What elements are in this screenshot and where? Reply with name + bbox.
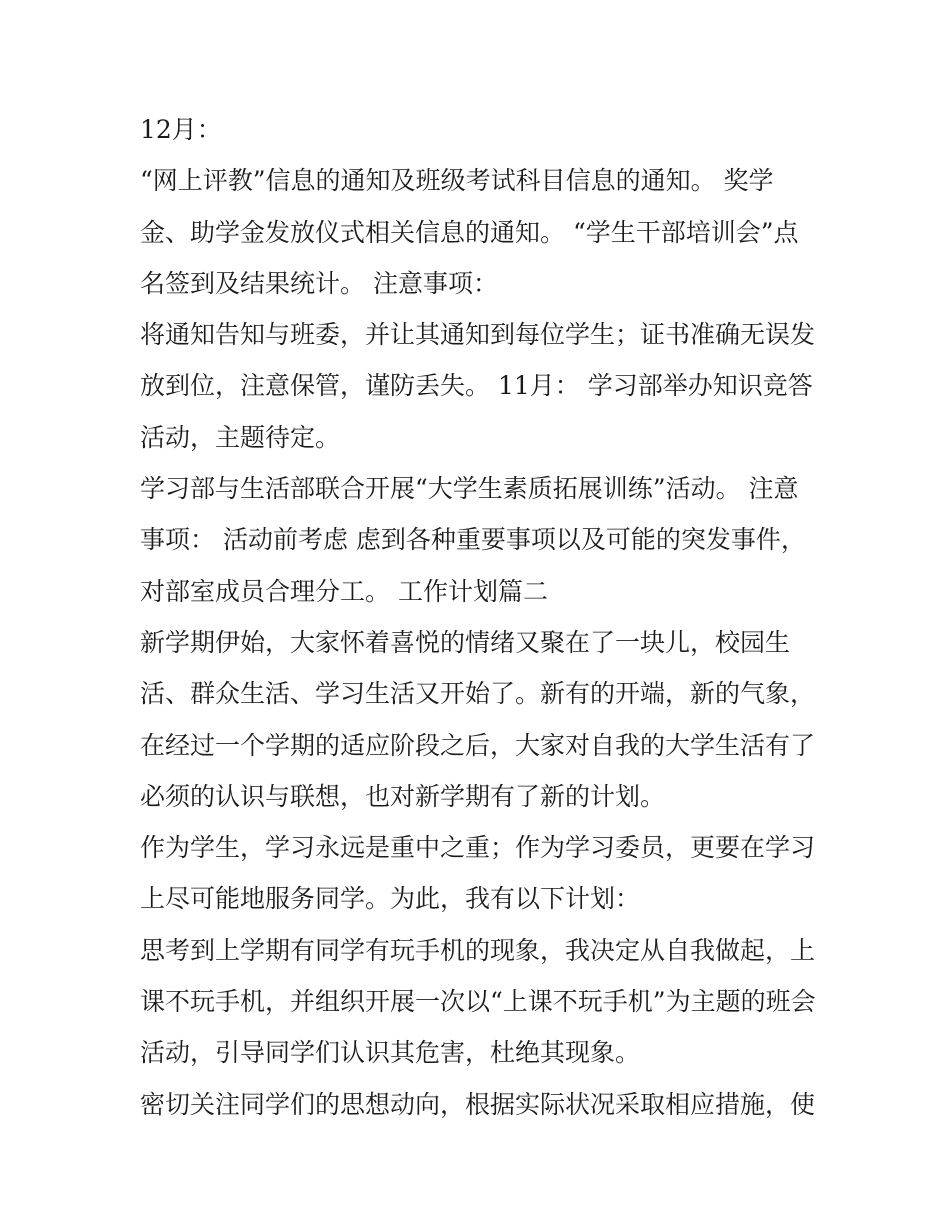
text-line: 对部室成员合理分工。 工作计划篇二 <box>140 576 548 606</box>
text-line: 必须的认识与联想，也对新学期有了新的计划。 <box>140 781 666 811</box>
text-line: 活动，引导同学们认识其危害，杜绝其现象。 <box>140 1038 641 1068</box>
text-line: 活、群众生活、学习生活又开始了。新有的开端，新的气象， <box>140 679 816 709</box>
text-line: 作为学生，学习永远是重中之重；作为学习委员，更要在学习 <box>140 833 816 863</box>
text-line: 活动，主题待定。 <box>140 422 341 452</box>
text-line: 12月： <box>140 115 222 144</box>
text-line: 放到位，注意保管，谨防丢失。 11月： 学习部举办知识竞答 <box>140 371 813 401</box>
text-line: 思考到上学期有同学有玩手机的现象，我决定从自我做起，上 <box>140 935 816 965</box>
document-body <box>140 110 820 1136</box>
text-line: “网上评教”信息的通知及班级考试科目信息的通知。 奖学 <box>140 166 774 196</box>
text-line: 密切关注同学们的思想动向，根据实际状况采取相应措施，使 <box>140 1089 816 1119</box>
text-line: 将通知告知与班委，并让其通知到每位学生；证书准确无误发 <box>140 320 816 350</box>
text-line: 学习部与生活部联合开展“大学生素质拓展训练”活动。 注意 <box>140 474 799 504</box>
text-line: 金、助学金发放仪式相关信息的通知。 “学生干部培训会”点 <box>140 217 799 247</box>
text-line: 名签到及结果统计。 注意事项： <box>140 268 498 298</box>
text-line: 事项： 活动前考虑 虑到各种重要事项以及可能的突发事件， <box>140 525 806 555</box>
text-line: 课不玩手机，并组织开展一次以“上课不玩手机”为主题的班会 <box>140 987 816 1017</box>
text-line: 在经过一个学期的适应阶段之后，大家对自我的大学生活有了 <box>140 730 816 760</box>
text-line: 上尽可能地服务同学。为此，我有以下计划： <box>140 884 641 914</box>
text-line: 新学期伊始，大家怀着喜悦的情绪又聚在了一块儿，校园生 <box>140 627 791 657</box>
